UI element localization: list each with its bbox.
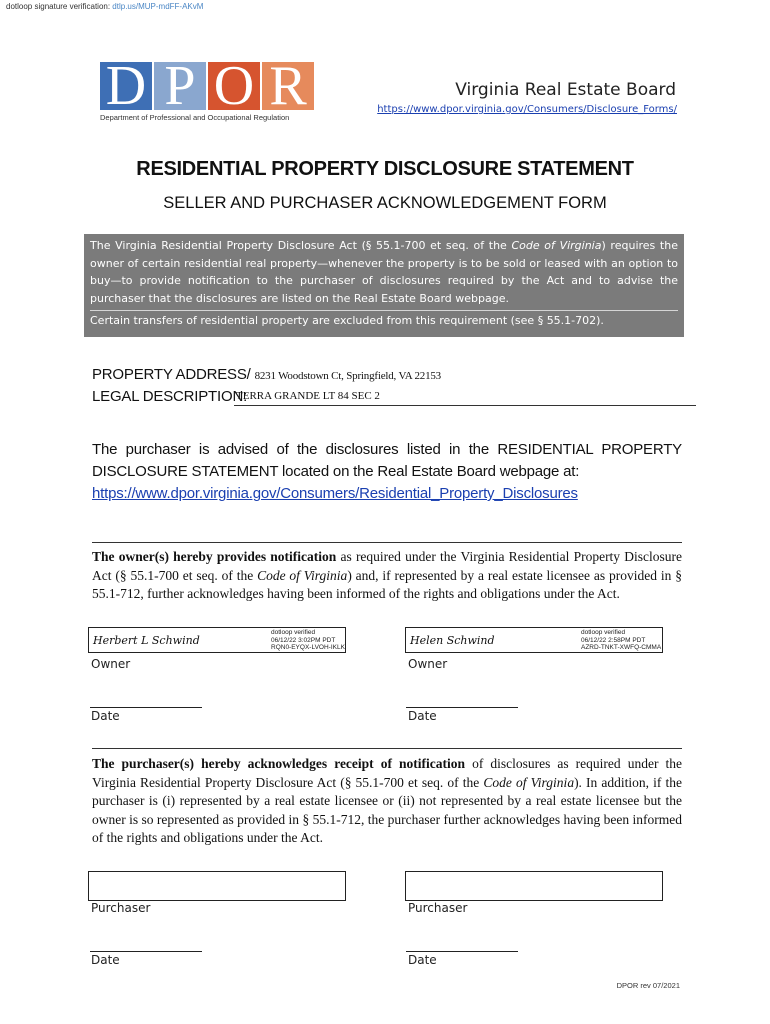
owner-signature-1: Herbert L Schwind [93, 634, 200, 647]
notice-paragraph [90, 237, 678, 307]
purchaser-label-1: Purchaser [91, 901, 151, 915]
legal-description-row [92, 388, 247, 405]
stamp-1-id: RQN0-EYQX-LVOH-IKLK [271, 644, 345, 651]
owner-signature-2: Helen Schwind [410, 634, 495, 647]
stamp-2-time: 06/12/22 2:58PM PDT [581, 636, 646, 644]
logo-letter-p: P [154, 62, 206, 110]
stamp-2-verified: dotloop verified [581, 629, 626, 636]
property-address-row [92, 366, 441, 383]
owner-date-label-2: Date [408, 709, 437, 723]
logo-letter-o: O [208, 62, 260, 110]
owner-date-line-1[interactable] [90, 707, 202, 708]
legal-description-value: TERRA GRANDE LT 84 SEC 2 [236, 390, 380, 402]
purchaser-date-line-2[interactable] [406, 951, 518, 952]
purchaser-date-label-1: Date [91, 953, 120, 967]
form-revision: DPOR rev 07/2021 [616, 981, 680, 990]
board-name: Virginia Real Estate Board [455, 80, 676, 100]
legal-description-label: LEGAL DESCRIPTION: [92, 388, 248, 405]
owner-text-2: ) and, if represented by a real estate licensee as provided in § 55.1-712, further acknowledges having been informed of the rights and obligations under the Act. [92, 567, 683, 601]
notice-text-2: ) requires the owner of certain residential real property—whenever the property is to be sold or leased with an option to buy—to provide notification to the purchaser of disclosures required by the Act and to advise the purchaser that the disclosures are listed on the Real Estate Board webpage. [90, 239, 678, 305]
stamp-1-verified: dotloop verified [271, 629, 316, 636]
dotloop-verification [6, 2, 203, 11]
purchaser-text-1: of disclosures as required under the Virginia Residential Property Disclosure Act (§ 55.1-700 et seq. of the [92, 756, 682, 790]
advisory-text: The purchaser is advised of the disclosures listed in the RESIDENTIAL PROPERTY DISCLOSURE STATEMENT located on the Real Estate Board webpage at: [92, 441, 682, 480]
dotloop-link[interactable]: dtlp.us/MUP-mdFF-AKvM [112, 2, 204, 11]
owner-notification [92, 548, 682, 604]
dpor-logo [100, 62, 316, 126]
owner-label-2: Owner [408, 657, 448, 671]
purchaser-date-line-1[interactable] [90, 951, 202, 952]
owner-notification-heading: The owner(s) hereby provides notification [92, 549, 337, 564]
owner-code: Code of Virginia [257, 567, 348, 583]
form-title: RESIDENTIAL PROPERTY DISCLOSURE STATEMENT [136, 158, 634, 180]
legal-description-underline [234, 405, 696, 406]
form-subtitle: SELLER AND PURCHASER ACKNOWLEDGEMENT FORM [163, 194, 607, 212]
property-address-label: PROPERTY ADDRESS/ [92, 366, 251, 383]
divider-purchaser [92, 748, 682, 749]
dotloop-stamp-1 [271, 629, 345, 652]
owner-signature-box-2[interactable] [405, 627, 663, 653]
purchaser-advisory [92, 439, 682, 505]
purchaser-date-label-2: Date [408, 953, 437, 967]
dotloop-label: dotloop signature verification: [6, 2, 111, 11]
purchaser-code: Code of Virginia [483, 774, 575, 790]
property-address-value: 8231 Woodstown Ct, Springfield, VA 22153 [254, 370, 441, 382]
purchaser-text-2: ). In addition, if the purchaser is (i) represented by a real estate licensee or (ii) not represented by a real estate licensee but the owner is so represented as provided in § 55.1-712, the purchaser further acknowledges having been informed of the rights and obligations under the Act. [92, 774, 682, 845]
logo-letter-r: R [262, 62, 314, 110]
owner-date-label-1: Date [91, 709, 120, 723]
owner-signature-box-1[interactable] [88, 627, 346, 653]
notice-exclusions: Certain transfers of residential property are excluded from this requirement (see § 55.1-702). [90, 310, 678, 330]
residential-disclosures-link[interactable]: https://www.dpor.virginia.gov/Consumers/Residential_Property_Disclosures [92, 485, 578, 502]
stamp-2-id: AZRD-TNKT-XWFQ-CMMA [581, 644, 662, 651]
dotloop-stamp-2 [581, 629, 661, 652]
owner-text-1: as required under the Virginia Residential Property Disclosure Act (§ 55.1-700 et seq. of the [92, 549, 682, 583]
divider-owner [92, 542, 682, 543]
purchaser-acknowledgement [92, 755, 682, 848]
purchaser-signature-box-2[interactable] [405, 871, 663, 901]
notice-code: Code of Virginia [511, 239, 602, 252]
disclosure-forms-link[interactable]: https://www.dpor.virginia.gov/Consumers/Disclosure_Forms/ [377, 104, 677, 115]
owner-date-line-2[interactable] [406, 707, 518, 708]
logo-subtitle: Department of Professional and Occupational Regulation [100, 113, 290, 122]
purchaser-signature-box-1[interactable] [88, 871, 346, 901]
purchaser-acknowledgement-heading: The purchaser(s) hereby acknowledges receipt of notification [92, 756, 466, 771]
notice-box [84, 234, 684, 337]
logo-letter-d: D [100, 62, 152, 110]
notice-text-1: The Virginia Residential Property Disclosure Act (§ 55.1-700 et seq. of the [90, 239, 512, 252]
owner-label-1: Owner [91, 657, 131, 671]
stamp-1-time: 06/12/22 3:02PM PDT [271, 636, 336, 644]
purchaser-label-2: Purchaser [408, 901, 468, 915]
